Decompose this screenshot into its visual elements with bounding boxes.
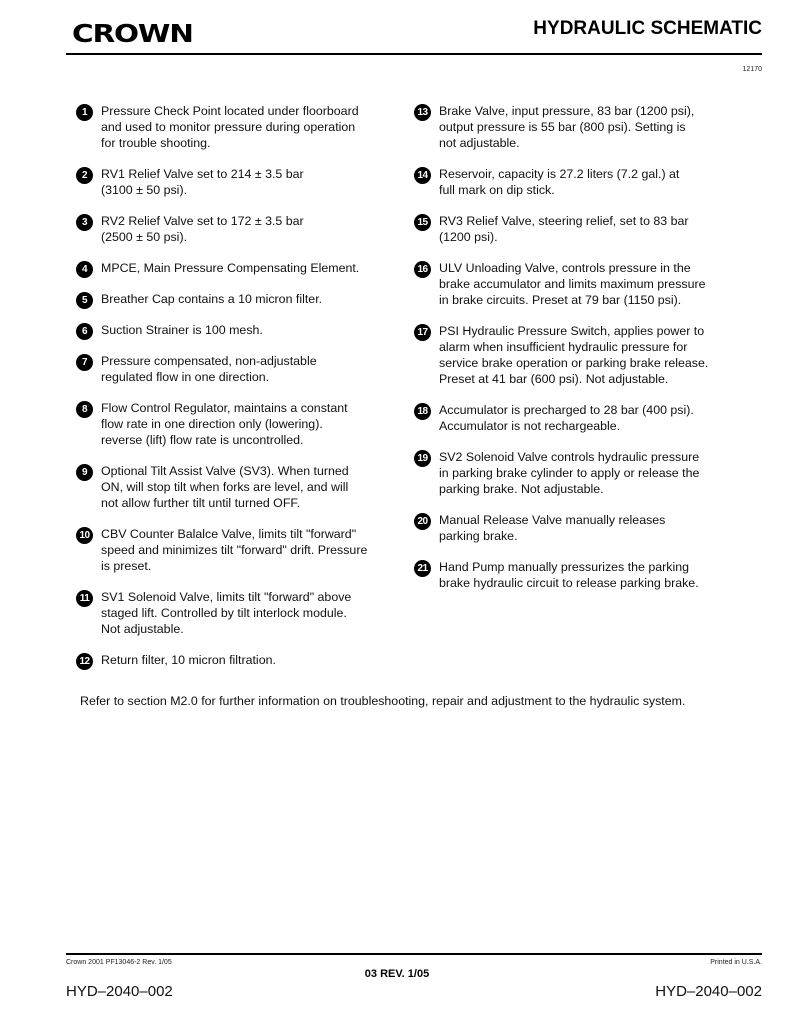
crown-logo xyxy=(72,19,193,48)
legend-item-11 xyxy=(76,589,396,637)
legend-text-4: MPCE, Main Pressure Compensating Element. xyxy=(101,261,360,275)
legend-text-15: RV3 Relief Valve, steering relief, set to 83 bar (1200 psi). xyxy=(439,214,689,244)
logo-text: CROWN xyxy=(72,19,193,48)
number-badge-3: 3 xyxy=(76,214,93,231)
legend-item-4 xyxy=(76,260,396,276)
legend-text-14: Reservoir, capacity is 27.2 liters (7.2 gal.) at full mark on dip stick. xyxy=(439,167,680,197)
legend-text-2: RV1 Relief Valve set to 214 ± 3.5 bar (3100 ± 50 psi). xyxy=(101,167,304,197)
legend-item-18 xyxy=(414,402,732,434)
number-badge-1: 1 xyxy=(76,104,93,121)
legend-text-21: Hand Pump manually pressurizes the parking brake hydraulic circuit to release parking brake. xyxy=(439,560,699,590)
legend-text-20: Manual Release Valve manually releases parking brake. xyxy=(439,513,666,543)
legend-text-17: PSI Hydraulic Pressure Switch, applies power to alarm when insufficient hydraulic pressure for service brake operation or parking brake release. Preset at 41 bar (600 psi). Not adjustable. xyxy=(439,324,709,386)
footer-code-left: HYD–2040–002 xyxy=(66,983,173,1000)
legend-text-11: SV1 Solenoid Valve, limits tilt "forward" above staged lift. Controlled by tilt interlock module. Not adjustable. xyxy=(101,590,352,636)
number-badge-9: 9 xyxy=(76,464,93,481)
number-badge-18: 18 xyxy=(414,403,431,420)
legend-item-5 xyxy=(76,291,396,307)
legend-item-21 xyxy=(414,559,732,591)
footer-divider xyxy=(66,953,762,955)
number-badge-8: 8 xyxy=(76,401,93,418)
legend-item-14 xyxy=(414,166,732,198)
legend-item-12 xyxy=(76,652,396,668)
legend-item-1 xyxy=(76,103,396,151)
legend-item-20 xyxy=(414,512,732,544)
document-number: 12170 xyxy=(742,66,762,73)
number-badge-10: 10 xyxy=(76,527,93,544)
footer-code-right: HYD–2040–002 xyxy=(655,983,762,1000)
legend-item-7 xyxy=(76,353,396,385)
legend-text-19: SV2 Solenoid Valve controls hydraulic pressure in parking brake cylinder to apply or release the parking brake. Not adjustable. xyxy=(439,450,700,496)
left-legend-column xyxy=(76,103,396,683)
number-badge-20: 20 xyxy=(414,513,431,530)
legend-text-1: Pressure Check Point located under floorboard and used to monitor pressure during operation for trouble shooting. xyxy=(101,104,359,150)
header-divider xyxy=(66,53,762,55)
right-legend-column xyxy=(414,103,732,606)
legend-text-18: Accumulator is precharged to 28 bar (400 psi). Accumulator is not rechargeable. xyxy=(439,403,694,433)
legend-text-13: Brake Valve, input pressure, 83 bar (1200 psi), output pressure is 55 bar (800 psi). Setting is not adjustable. xyxy=(439,104,695,150)
legend-text-10: CBV Counter Balalce Valve, limits tilt "forward" speed and minimizes tilt "forward" drift. Pressure is preset. xyxy=(101,527,368,573)
legend-item-15 xyxy=(414,213,732,245)
number-badge-4: 4 xyxy=(76,261,93,278)
refer-note: Refer to section M2.0 for further information on troubleshooting, repair and adjustment to the hydraulic system. xyxy=(80,694,686,708)
legend-item-9 xyxy=(76,463,396,511)
legend-text-16: ULV Unloading Valve, controls pressure in the brake accumulator and limits maximum pressure in brake circuits. Preset at 79 bar (1150 psi). xyxy=(439,261,706,307)
printed-note: Printed in U.S.A. xyxy=(710,959,762,966)
legend-text-8: Flow Control Regulator, maintains a constant flow rate in one direction only (lowering). reverse (lift) flow rate is uncontrolled. xyxy=(101,401,348,447)
number-badge-19: 19 xyxy=(414,450,431,467)
number-badge-14: 14 xyxy=(414,167,431,184)
legend-item-17 xyxy=(414,323,732,387)
legend-text-3: RV2 Relief Valve set to 172 ± 3.5 bar (2500 ± 50 psi). xyxy=(101,214,304,244)
number-badge-17: 17 xyxy=(414,324,431,341)
number-badge-5: 5 xyxy=(76,292,93,309)
legend-item-2 xyxy=(76,166,396,198)
legend-item-8 xyxy=(76,400,396,448)
number-badge-2: 2 xyxy=(76,167,93,184)
number-badge-6: 6 xyxy=(76,323,93,340)
number-badge-16: 16 xyxy=(414,261,431,278)
legend-text-7: Pressure compensated, non-adjustable regulated flow in one direction. xyxy=(101,354,317,384)
legend-item-6 xyxy=(76,322,396,338)
number-badge-12: 12 xyxy=(76,653,93,670)
copyright-note: Crown 2001 PF13046-2 Rev. 1/05 xyxy=(66,959,172,966)
page-title: HYDRAULIC SCHEMATIC xyxy=(533,18,762,39)
legend-item-10 xyxy=(76,526,396,574)
number-badge-7: 7 xyxy=(76,354,93,371)
revision-label: 03 REV. 1/05 xyxy=(364,968,430,980)
legend-item-13 xyxy=(414,103,732,151)
legend-text-5: Breather Cap contains a 10 micron filter. xyxy=(101,292,323,306)
legend-item-3 xyxy=(76,213,396,245)
legend-text-12: Return filter, 10 micron filtration. xyxy=(101,653,276,667)
legend-text-9: Optional Tilt Assist Valve (SV3). When turned ON, will stop tilt when forks are level, and will not allow further tilt until turned OFF. xyxy=(101,464,349,510)
number-badge-13: 13 xyxy=(414,104,431,121)
number-badge-15: 15 xyxy=(414,214,431,231)
legend-item-19 xyxy=(414,449,732,497)
legend-item-16 xyxy=(414,260,732,308)
legend-text-6: Suction Strainer is 100 mesh. xyxy=(101,323,263,337)
number-badge-21: 21 xyxy=(414,560,431,577)
number-badge-11: 11 xyxy=(76,590,93,607)
